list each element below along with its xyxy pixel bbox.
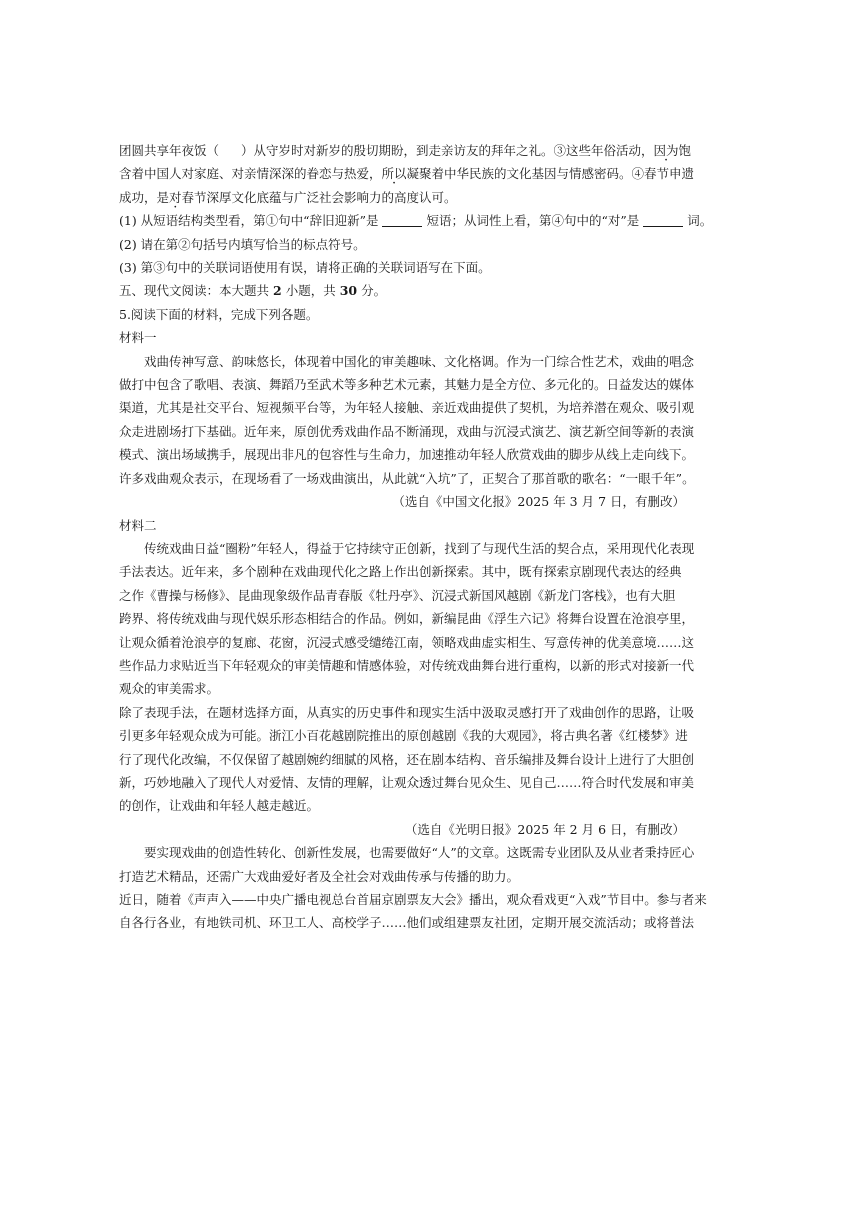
material-1-line: 戏曲传神写意、韵味悠长，体现着中国化的审美趣味、文化格调。作为一门综合性艺术，戏曲的唱念	[144, 353, 695, 369]
question-text: 短语；从词性上看，第④句中的“对”是	[426, 213, 640, 229]
section-text: 小题，共	[285, 283, 336, 299]
material-2-line: 除了表现手法，在题材选择方面，从真实的历史事件和现实生活中汲取灵感打开了戏曲创作的思路，让吸	[119, 704, 695, 720]
material-2-line: 跨界、将传统戏曲与现代娱乐形态相结合的作品。例如，新编昆曲《浮生六记》将舞台设置在沧浪亭里，	[119, 611, 695, 627]
material-1-line: 模式、演出场域携手，展现出非凡的包容性与生命力，加速推动年轻人欣赏戏曲的脚步从线上走向线下。	[119, 447, 695, 463]
question-count: 2	[273, 283, 282, 299]
question-3: (3) 第③句中的关联词语使用有误，请将正确的关联词语写在下面。	[119, 260, 491, 276]
intro-text: 饱	[678, 143, 692, 158]
answer-blank[interactable]	[382, 214, 422, 227]
material-2-label: 材料二	[119, 517, 157, 533]
material-3-line: 自各行各业，有地铁司机、环卫工人、高校学子……他们或组建票友社团，定期开展交流活动；或将普法	[119, 915, 695, 931]
section-text: 分。	[361, 283, 387, 299]
intro-line-1	[119, 139, 692, 162]
intro-line-2	[119, 162, 695, 185]
material-2-line: 手法表达。近年来，多个剧种在戏曲现代化之路上作出创新探索。其中，既有探索京剧现代表达的经典	[119, 564, 682, 580]
material-3-line: 近日，随着《声声入——中央广播电视总台首届京剧票友大会》播出，观众看戏更“入戏”节目中。参与者来	[119, 892, 707, 907]
material-1-line: 许多戏曲观众表示，在现场看了一场戏曲演出，从此就“入坑”了，正契合了那首歌的歌名：“一眼千年”。	[119, 470, 695, 486]
question-1	[119, 209, 713, 232]
intro-text: ）从守岁时对新岁的殷切期盼，到走亲访友的拜年之礼。③这些年俗活动，	[241, 143, 654, 158]
material-3-line: 打造艺术精品，还需广大戏曲爱好者及全社会对戏曲传承与传播的助力。	[119, 868, 520, 884]
section-heading	[119, 279, 687, 302]
material-2-line: 传统戏曲日益“圈粉”年轻人，得益于它持续守正创新，找到了与现代生活的契合点，采用现代化表现	[144, 540, 695, 556]
question-2: (2) 请在第②句括号内填写恰当的标点符号。	[119, 236, 366, 252]
question-text: 词。	[687, 213, 713, 229]
material-2-line: 些作品力求贴近当下年轻观众的审美情趣和情感体验，对传统戏曲舞台进行重构，以新的形式对接新一代	[119, 657, 695, 673]
intro-text: 含着中国人对家庭、对亲情深深的眷恋与热爱，	[119, 166, 382, 182]
material-2-line: 新，巧妙地融入了现代人对爱情、友情的理解，让观众透过舞台见众生、见自己……符合时代发展和审美	[119, 774, 695, 790]
question-text: (1) 从短语结构类型看，第①句中“辞旧迎新”是	[119, 213, 379, 229]
intro-text: 成功，是	[119, 189, 170, 205]
material-2-line: 让观众循着沧浪亭的复廊、花窗，沉浸式感受缱绻江南，领略戏曲虚实相生、写意传神的优美意境……这	[119, 634, 695, 650]
material-1-label: 材料一	[119, 330, 157, 346]
material-1-line: 做打中包含了歌唱、表演、舞蹈乃至武术等多种艺术元素，其魅力是全方位、多元化的。日益发达的媒体	[119, 377, 695, 393]
intro-text: 春节深厚文化底蕴与广泛社会影响力的高度认可。	[181, 189, 457, 205]
material-2-line: 的创作，让戏曲和年轻人越走越近。	[119, 798, 320, 814]
material-2-line: 观众的审美需求。	[119, 681, 220, 697]
intro-text: 凝聚着中华民族的文化基因与情感密码。④春节申遗	[406, 166, 695, 182]
answer-blank[interactable]	[643, 214, 683, 227]
material-2-source: （选自《光明日报》2025 年 2 月 6 日，有删改）	[404, 821, 685, 837]
material-3-line: 要实现戏曲的创造性转化、创新性发展，也需要做好“人”的文章。这既需专业团队及从业者秉持匠心	[144, 845, 695, 861]
intro-line-3	[119, 186, 687, 209]
document-page	[119, 139, 713, 935]
material-1-line: 众走进剧场打下基础。近年来，原创优秀戏曲作品不断涌现，戏曲与沉浸式演艺、演艺新空间等新的表演	[119, 423, 695, 439]
material-2-line: 行了现代化改编，不仅保留了越剧婉约细腻的风格，还在剧本结构、音乐编排及舞台设计上进行了大胆创	[119, 751, 695, 767]
material-2-line: 引更多年轻观众成为可能。浙江小百花越剧院推出的原创越剧《我的大观园》，将古典名著《红楼梦》进	[119, 728, 688, 744]
emphasized-word: 因为	[653, 143, 679, 158]
material-2-line: 之作《曹操与杨修》、昆曲现象级作品青春版《牡丹亭》、沉浸式新国风越剧《新龙门客栈》，也有大胆	[119, 587, 676, 603]
emphasized-word: 对	[169, 189, 182, 205]
section-text: 五、现代文阅读：本大题共	[119, 283, 270, 299]
material-1-source: （选自《中国文化报》2025 年 3 月 7 日，有删改）	[392, 494, 685, 510]
material-1-line: 渠道，尤其是社交平台、短视频平台等，为年轻人接触、亲近戏曲提供了契机，为培养潜在观众、吸引观	[119, 400, 695, 416]
score-value: 30	[339, 283, 358, 299]
task-instruction: 5.阅读下面的材料，完成下列各题。	[119, 306, 319, 322]
intro-text: 团圆共享年夜饭（	[119, 143, 220, 158]
emphasized-word: 所以	[381, 166, 407, 182]
